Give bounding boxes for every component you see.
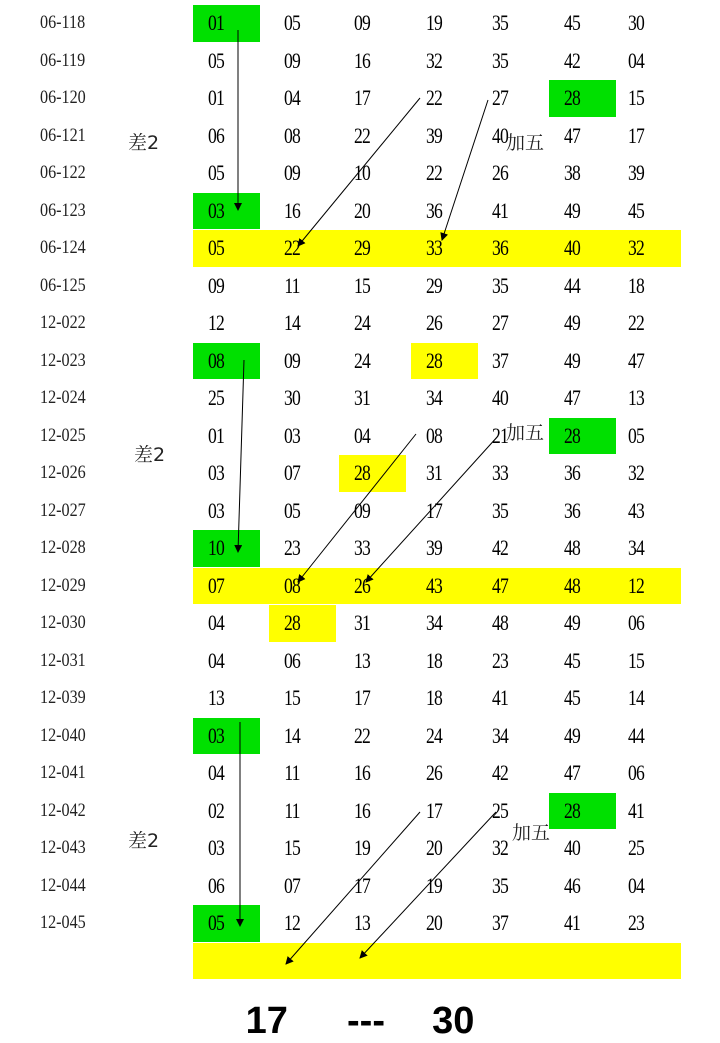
number-cell: 49 [564, 310, 580, 335]
number-cell: 20 [426, 835, 442, 860]
number-cell: 22 [426, 160, 442, 185]
number-cell: 13 [208, 685, 224, 710]
number-cell: 05 [208, 910, 224, 935]
number-cell: 42 [492, 535, 508, 560]
number-cell: 49 [564, 722, 580, 748]
number-cell: 09 [284, 160, 300, 185]
number-cell: 09 [208, 272, 224, 298]
number-cell: 16 [284, 197, 300, 223]
number-cell: 26 [426, 310, 442, 335]
number-cell: 34 [492, 722, 508, 748]
number-cell: 17 [628, 122, 644, 148]
period-label: 12-027 [40, 499, 86, 521]
number-cell: 24 [354, 310, 370, 335]
period-label: 06-118 [40, 12, 86, 33]
table-row [0, 42, 720, 79]
number-cell: 10 [208, 535, 224, 560]
number-cell: 15 [354, 272, 370, 298]
period-label: 06-120 [40, 87, 86, 108]
number-cell: 09 [284, 47, 300, 73]
number-cell: 35 [492, 47, 508, 73]
number-cell: 43 [426, 572, 442, 598]
number-cell: 03 [208, 497, 224, 523]
number-cell: 04 [208, 760, 224, 785]
table-row [0, 79, 720, 116]
footer-left-number: 17 [245, 1000, 288, 1042]
number-cell: 47 [564, 760, 580, 785]
number-cell: 23 [492, 647, 508, 673]
diff-label-3: 差2 [128, 830, 160, 852]
number-cell: 39 [426, 535, 442, 560]
number-cell: 16 [354, 47, 370, 73]
number-cell: 19 [426, 10, 442, 35]
diff-label-1: 差2 [128, 132, 160, 154]
number-cell: 17 [354, 872, 370, 898]
number-cell: 17 [426, 797, 442, 823]
number-cell: 35 [492, 272, 508, 298]
table-row [0, 454, 720, 491]
number-cell: 36 [426, 197, 442, 223]
number-cell: 37 [492, 910, 508, 935]
number-cell: 24 [426, 722, 442, 748]
number-cell: 08 [284, 122, 300, 148]
table-row [0, 904, 720, 941]
number-cell: 18 [628, 272, 644, 298]
number-cell: 26 [426, 760, 442, 785]
number-cell: 41 [628, 797, 644, 823]
number-cell: 19 [426, 872, 442, 898]
number-cell: 48 [492, 610, 508, 635]
yellow-highlight [193, 943, 681, 980]
number-cell: 22 [426, 85, 442, 110]
number-cell: 18 [426, 647, 442, 673]
period-label: 12-044 [40, 874, 86, 896]
number-cell: 38 [564, 160, 580, 185]
number-cell: 45 [564, 685, 580, 710]
number-cell: 33 [354, 535, 370, 560]
number-cell: 03 [208, 835, 224, 860]
number-cell: 03 [284, 422, 300, 448]
number-cell: 35 [492, 872, 508, 898]
number-cell: 34 [426, 385, 442, 410]
number-cell: 24 [354, 347, 370, 373]
number-cell: 12 [208, 310, 224, 335]
table-row [0, 717, 720, 754]
number-cell: 05 [208, 235, 224, 260]
number-cell: 40 [492, 122, 508, 148]
table-row [0, 267, 720, 304]
number-cell: 04 [354, 422, 370, 448]
number-cell: 44 [564, 272, 580, 298]
number-cell: 03 [208, 722, 224, 748]
period-label: 12-024 [40, 387, 86, 408]
number-cell: 15 [284, 685, 300, 710]
number-cell: 05 [284, 10, 300, 35]
number-cell: 22 [628, 310, 644, 335]
period-label: 12-023 [40, 349, 86, 371]
period-label: 12-042 [40, 799, 86, 821]
number-cell: 15 [628, 647, 644, 673]
number-cell: 17 [426, 497, 442, 523]
number-cell: 08 [426, 422, 442, 448]
table-row [0, 867, 720, 904]
number-cell: 11 [284, 272, 300, 298]
period-label: 12-028 [40, 537, 86, 558]
number-cell: 22 [354, 722, 370, 748]
number-cell: 04 [628, 872, 644, 898]
number-cell: 29 [354, 235, 370, 260]
table-row [0, 229, 720, 266]
number-cell: 26 [492, 160, 508, 185]
table-row [0, 492, 720, 529]
footer-right-number: 30 [432, 1000, 475, 1042]
table-row [0, 154, 720, 191]
table-row [0, 117, 720, 154]
period-label: 06-125 [40, 274, 86, 296]
period-label: 06-121 [40, 124, 86, 146]
table-row [0, 342, 720, 379]
add-label-3: 加五 [512, 822, 551, 844]
number-cell: 41 [564, 910, 580, 935]
period-label: 12-045 [40, 912, 86, 933]
period-label: 12-029 [40, 574, 86, 596]
number-cell: 49 [564, 347, 580, 373]
period-label: 12-022 [40, 312, 86, 333]
number-cell: 41 [492, 685, 508, 710]
period-label: 06-119 [40, 49, 86, 71]
number-cell: 06 [208, 872, 224, 898]
number-cell: 27 [492, 310, 508, 335]
number-cell: 36 [564, 497, 580, 523]
number-cell: 17 [354, 85, 370, 110]
table-row [0, 192, 720, 229]
number-cell: 47 [564, 122, 580, 148]
number-cell: 13 [354, 910, 370, 935]
number-cell: 22 [284, 235, 300, 260]
number-cell: 07 [284, 872, 300, 898]
number-cell: 06 [208, 122, 224, 148]
period-label: 06-124 [40, 237, 86, 258]
number-cell: 41 [492, 197, 508, 223]
number-cell: 03 [208, 197, 224, 223]
table-row [0, 829, 720, 866]
table-row [0, 792, 720, 829]
number-cell: 40 [492, 385, 508, 410]
number-cell: 22 [354, 122, 370, 148]
number-cell: 31 [354, 610, 370, 635]
number-cell: 04 [208, 647, 224, 673]
add-label-2: 加五 [506, 422, 545, 444]
period-label: 12-026 [40, 462, 86, 483]
number-cell: 26 [354, 572, 370, 598]
number-cell: 23 [284, 535, 300, 560]
number-cell: 48 [564, 572, 580, 598]
number-cell: 08 [208, 347, 224, 373]
number-cell: 34 [628, 535, 644, 560]
number-cell: 02 [208, 797, 224, 823]
period-label: 06-123 [40, 199, 86, 221]
number-cell: 43 [628, 497, 644, 523]
number-cell: 48 [564, 535, 580, 560]
number-cell: 14 [628, 685, 644, 710]
table-row [0, 567, 720, 604]
period-label: 12-041 [40, 762, 86, 783]
number-cell: 06 [628, 610, 644, 635]
number-cell: 16 [354, 760, 370, 785]
number-cell: 40 [564, 235, 580, 260]
number-cell: 01 [208, 10, 224, 35]
number-cell: 01 [208, 85, 224, 110]
number-cell: 45 [564, 10, 580, 35]
number-cell: 17 [354, 685, 370, 710]
number-cell: 36 [564, 460, 580, 485]
number-cell: 28 [564, 797, 580, 823]
number-cell: 25 [208, 385, 224, 410]
number-cell: 07 [208, 572, 224, 598]
number-cell: 04 [284, 85, 300, 110]
number-cell: 14 [284, 722, 300, 748]
number-cell: 42 [492, 760, 508, 785]
number-cell: 20 [426, 910, 442, 935]
table-row [0, 417, 720, 454]
add-label-1: 加五 [506, 132, 545, 154]
number-cell: 46 [564, 872, 580, 898]
number-cell: 27 [492, 85, 508, 110]
number-cell: 04 [208, 610, 224, 635]
number-cell: 47 [628, 347, 644, 373]
number-cell: 12 [284, 910, 300, 935]
table-row [0, 304, 720, 341]
number-cell: 05 [208, 160, 224, 185]
number-cell: 33 [492, 460, 508, 485]
period-label: 06-122 [40, 162, 86, 183]
period-label: 12-039 [40, 687, 86, 708]
number-cell: 39 [426, 122, 442, 148]
number-cell: 37 [492, 347, 508, 373]
footer-separator: --- [347, 1000, 385, 1042]
period-label: 12-025 [40, 424, 86, 446]
number-cell: 23 [628, 910, 644, 935]
number-cell: 39 [628, 160, 644, 185]
number-cell: 25 [628, 835, 644, 860]
number-cell: 28 [564, 85, 580, 110]
number-cell: 09 [354, 10, 370, 35]
number-cell: 20 [354, 197, 370, 223]
number-cell: 18 [426, 685, 442, 710]
number-cell: 36 [492, 235, 508, 260]
number-cell: 32 [492, 835, 508, 860]
table-row [0, 754, 720, 791]
number-cell: 05 [208, 47, 224, 73]
number-cell: 13 [354, 647, 370, 673]
number-cell: 32 [426, 47, 442, 73]
number-cell: 33 [426, 235, 442, 260]
number-cell: 28 [354, 460, 370, 485]
number-cell: 11 [284, 760, 300, 785]
number-cell: 06 [284, 647, 300, 673]
number-cell: 11 [284, 797, 300, 823]
number-cell: 32 [628, 235, 644, 260]
number-cell: 32 [628, 460, 644, 485]
number-cell: 30 [628, 10, 644, 35]
number-cell: 10 [354, 160, 370, 185]
number-cell: 42 [564, 47, 580, 73]
number-cell: 28 [426, 347, 442, 373]
diff-label-2: 差2 [134, 444, 166, 466]
number-cell: 03 [208, 460, 224, 485]
number-cell: 19 [354, 835, 370, 860]
number-cell: 25 [492, 797, 508, 823]
number-cell: 05 [628, 422, 644, 448]
table-row [0, 529, 720, 566]
prediction-footer [0, 1000, 720, 1043]
number-cell: 08 [284, 572, 300, 598]
number-cell: 47 [492, 572, 508, 598]
number-cell: 09 [354, 497, 370, 523]
table-row [0, 679, 720, 716]
table-row [0, 642, 720, 679]
number-cell: 49 [564, 610, 580, 635]
number-cell: 21 [492, 422, 508, 448]
number-cell: 31 [354, 385, 370, 410]
number-cell: 30 [284, 385, 300, 410]
number-cell: 14 [284, 310, 300, 335]
number-cell: 35 [492, 497, 508, 523]
number-cell: 07 [284, 460, 300, 485]
number-cell: 06 [628, 760, 644, 785]
number-cell: 31 [426, 460, 442, 485]
number-cell: 28 [284, 610, 300, 635]
period-label: 12-030 [40, 612, 86, 633]
number-cell: 16 [354, 797, 370, 823]
number-cell: 13 [628, 385, 644, 410]
number-cell: 45 [564, 647, 580, 673]
number-cell: 49 [564, 197, 580, 223]
number-cell: 15 [284, 835, 300, 860]
number-cell: 09 [284, 347, 300, 373]
number-cell: 28 [564, 422, 580, 448]
number-cell: 01 [208, 422, 224, 448]
period-label: 12-031 [40, 649, 86, 671]
number-cell: 15 [628, 85, 644, 110]
number-cell: 04 [628, 47, 644, 73]
number-cell: 44 [628, 722, 644, 748]
number-cell: 12 [628, 572, 644, 598]
number-cell: 35 [492, 10, 508, 35]
table-row [0, 379, 720, 416]
table-row [0, 604, 720, 641]
number-cell: 47 [564, 385, 580, 410]
number-cell: 45 [628, 197, 644, 223]
number-cell: 40 [564, 835, 580, 860]
period-label: 12-043 [40, 837, 86, 858]
number-cell: 34 [426, 610, 442, 635]
number-cell: 29 [426, 272, 442, 298]
table-row [0, 4, 720, 41]
number-cell: 05 [284, 497, 300, 523]
period-label: 12-040 [40, 724, 86, 746]
